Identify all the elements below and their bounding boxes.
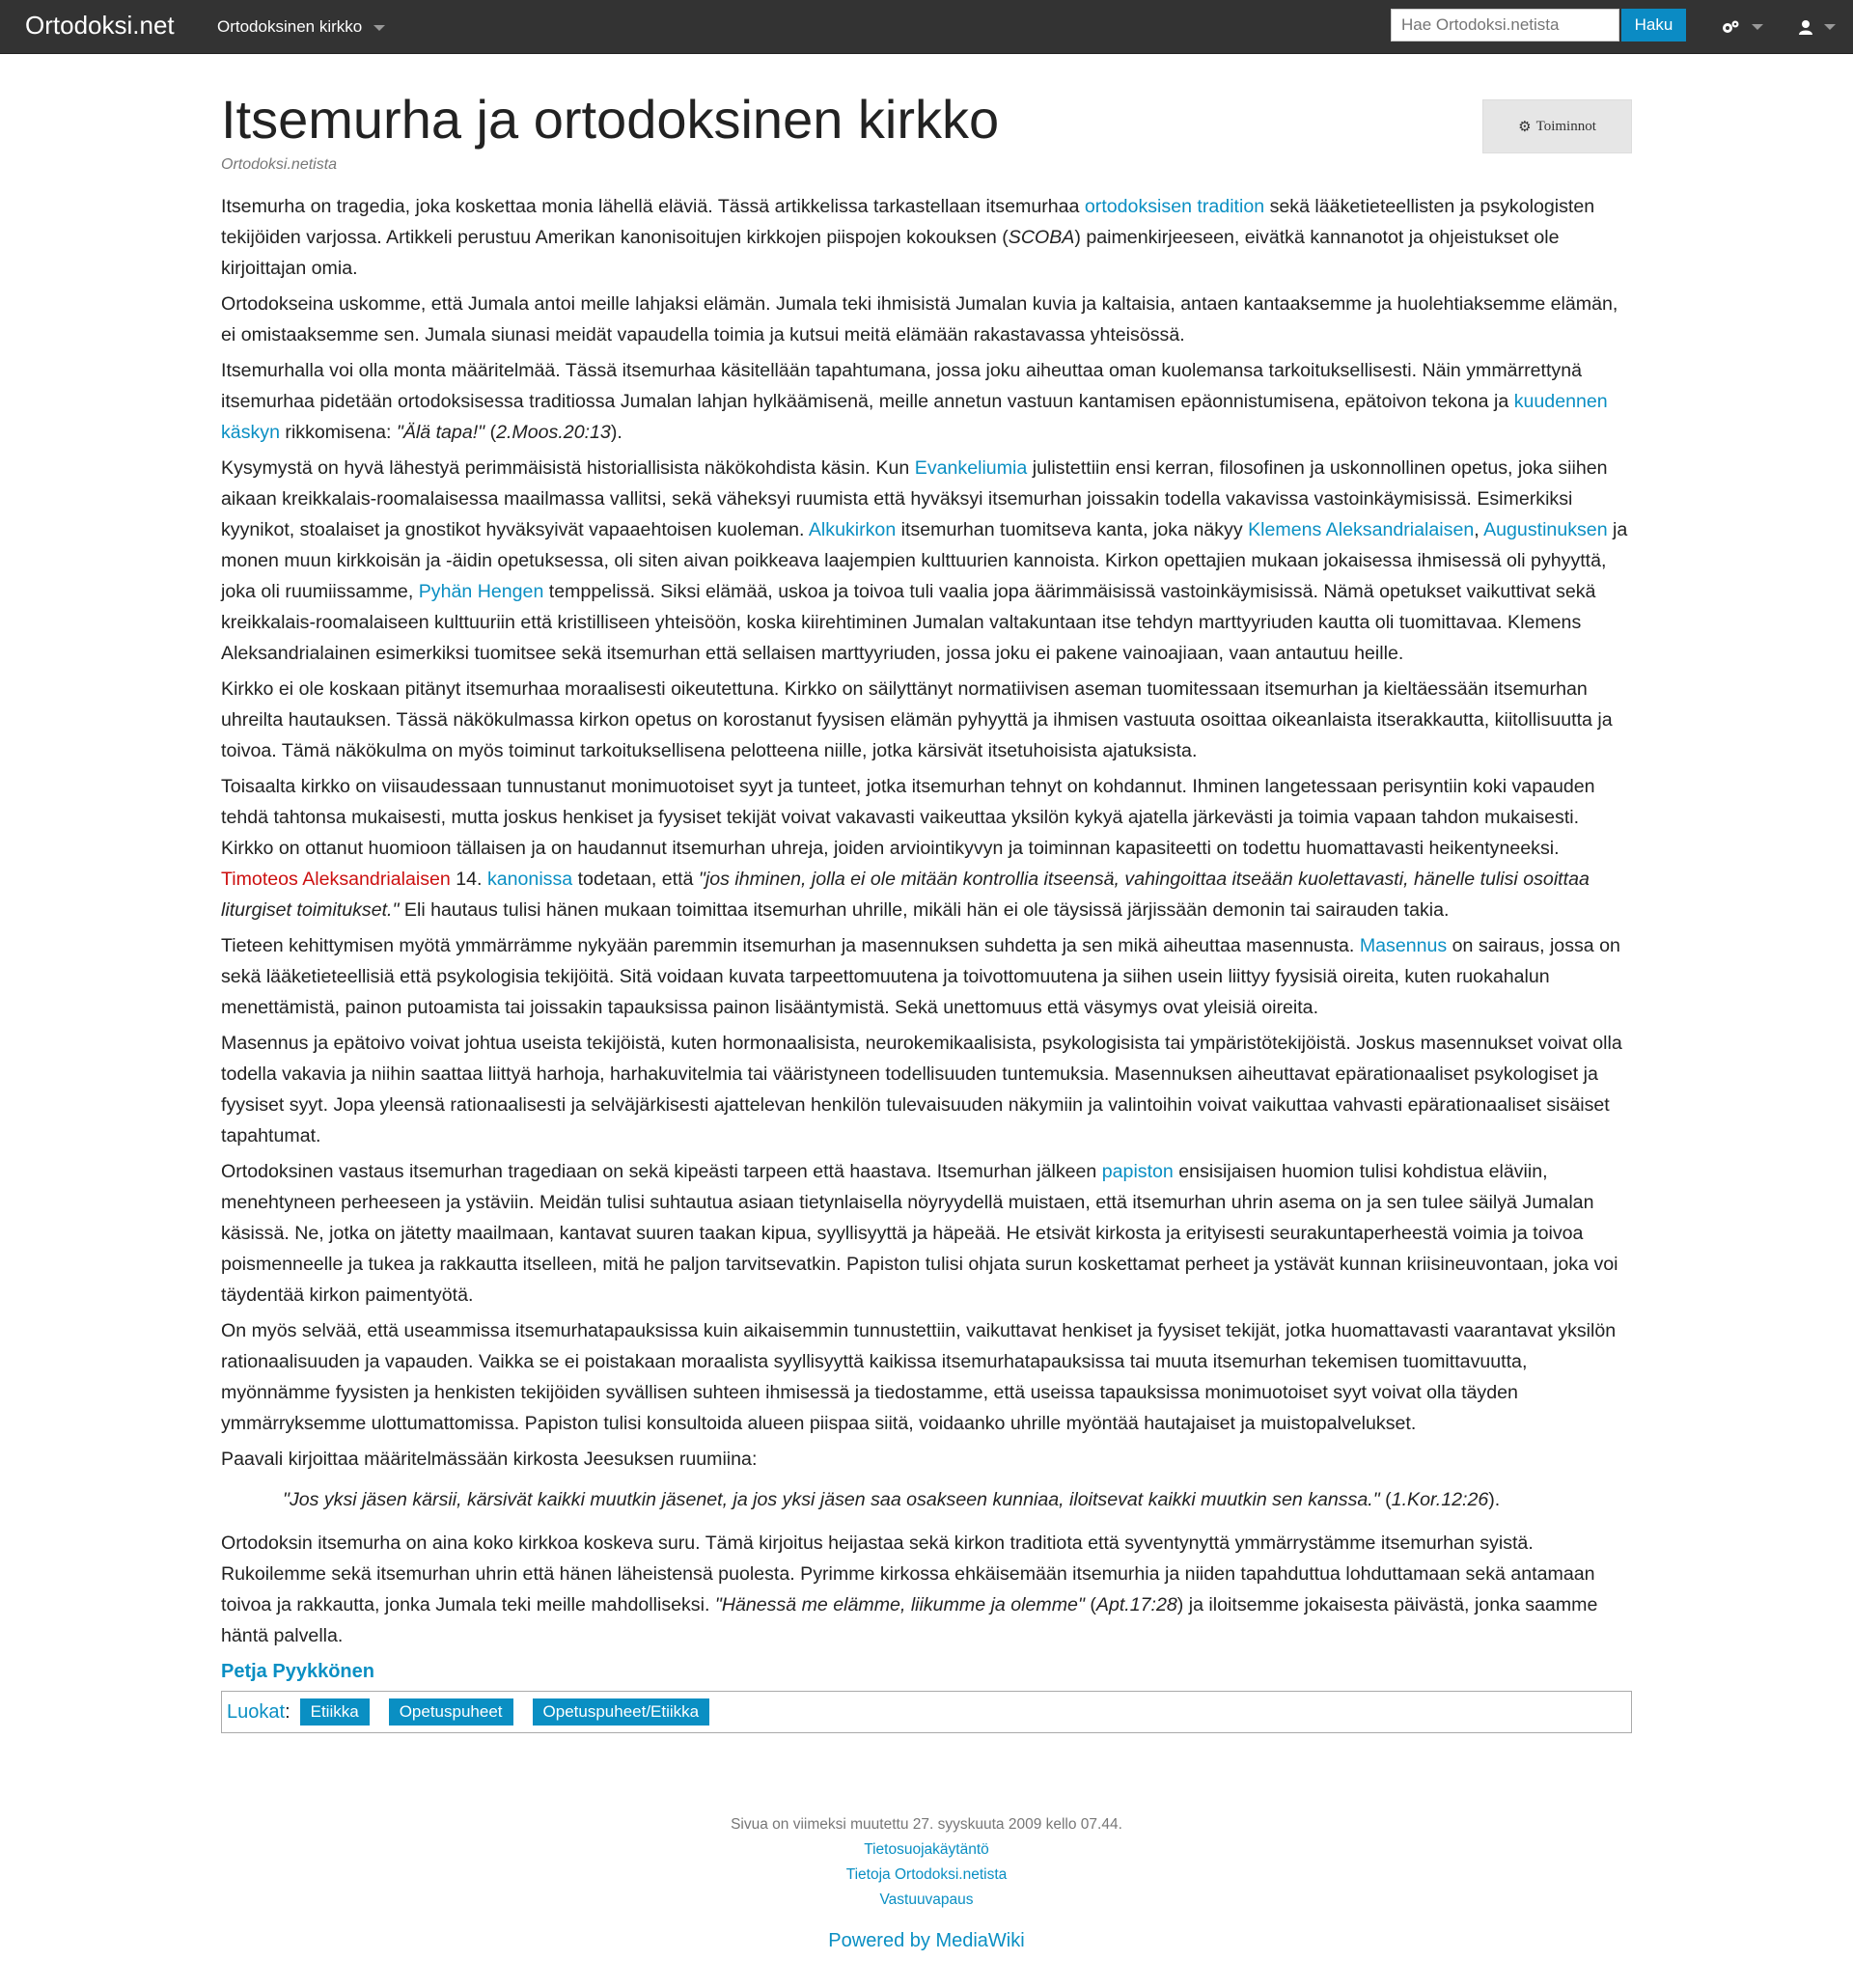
category-tag-etiikka[interactable]: Etiikka xyxy=(300,1698,370,1726)
paragraph: On myös selvää, että useammissa itsemurhatapauksissa kuin aikaisemmin tunnustettiin, vaikuttavat henkiset ja fyysiset tekijät, jotka huomattavasti vaarantavat yksilön rationaalisuuden ja vapauden. Vaikka se ei poistakaan moraalista syyllisyyttä kaikissa itsemurhatapauksissa tai muuta itsemurhan tekemisen tuomittavuutta, myönnämme fyysisten ja henkisten tekijöiden syvällisen suhteen ihmisessä ja tiedostamme, että useissa tapauksissa monimuotoiset syyt voivat olla täyden ymmärryksemme ulottumattomissa. Papiston tulisi konsultoida alueen piispaa siitä, voidaanko uhrille myöntää hautajaiset ja muistopalvelukset. xyxy=(221,1320,1617,1434)
link-timoteos-aleksandrialaisen[interactable]: Timoteos Aleksandrialaisen xyxy=(221,869,451,890)
footer-link-about[interactable]: Tietoja Ortodoksi.netista xyxy=(845,1866,1008,1883)
footer-link-disclaimer[interactable]: Vastuuvapaus xyxy=(879,1891,974,1908)
top-navbar xyxy=(0,0,1853,54)
menu-label: Ortodoksinen kirkko xyxy=(217,17,363,36)
paragraph: Kirkko ei ole koskaan pitänyt itsemurhaa moraalisesti oikeutettuna. Kirkko on säilyttänyt normatiivisen aseman tuomitessaan itsemurhan ja kieltäessään itsemurhan uhreilta hautauksen. Tässä näkökulmassa kirkon opetus on korostanut fyysisen elämän pyhyyttä ja ihmisen vastuuta osoittaa oikeanlaista itserakkautta, kiitollisuutta ja toivoa. Tämä näkökulma on myös toiminut tarkoituksellisena pelotteena niille, jotka kärsivät itsetuhoisista ajatuksista. xyxy=(221,678,1613,761)
chevron-down-icon xyxy=(373,25,385,31)
paragraph: Paavali kirjoittaa määritelmässään kirkosta Jeesuksen ruumiina: xyxy=(221,1449,758,1470)
link-klemens-aleksandrialaisen[interactable]: Klemens Aleksandrialaisen xyxy=(1248,519,1475,540)
search-button[interactable]: Haku xyxy=(1621,9,1686,41)
link-kanonissa[interactable]: kanonissa xyxy=(486,869,573,890)
search-input[interactable] xyxy=(1391,9,1619,41)
footer-link-privacy[interactable]: Tietosuojakäytäntö xyxy=(864,1841,989,1858)
category-box xyxy=(221,1691,1632,1733)
gear-icon: ⚙ xyxy=(1518,119,1532,135)
article-body xyxy=(221,191,1632,1733)
page-title: Itsemurha ja ortodoksinen kirkko xyxy=(221,89,1000,150)
paragraph: Ortodoksinen vastaus itsemurhan tragediaan on sekä kipeästi tarpeen että haastava. Itsemurhan jälkeen papiston ensisijaisen huomion tulisi kohdistua eläviin, menehtyneen perheeseen ja ystäviin. Meidän tulisi suhtautua asiaan tietynlaisella nöyryydellä muistaen, että itsemurhan uhrin asema on ja sen tulee säilyä Jumalan käsissä. Ne, jotka on jätetty maailmaan, kantavat suuren taakan kipua, syyllisyyttä ja häpeää. He etsivät kirkosta ja erityisesti seurakuntaperheestä voimia ja toivoa poismenneelle ja tukea ja rakkautta itselleen, mitä he paljon tarvitsevatkin. Papiston tulisi ohjata surun koskettamat perheet ja ystävät kunnan kriisineuvontaan, joka voi täydentää kirkon paimentyötä. xyxy=(221,1161,1618,1306)
paragraph: Kysymystä on hyvä lähestyä perimmäisistä historiallisista näkökohdista käsin. Kun Evankeliumia julistettiin ensi kerran, filosofinen ja uskonnollinen opetus, joka siihen aikaan kreikkalais-roomalaisessa maailmassa vallitsi, sekä väheksyi ruumista että hyväksyi itsemurhan joissakin todella vakavissa vastoinkäymisissä. Esimerkiksi kyynikot, stoalaiset ja gnostikot hyväksyivät vapaaehtoisen kuoleman. Alkukirkon itsemurhan tuomitseva kanta, joka näkyy Klemens Aleksandrialaisen, Augustinuksen ja monen muun kirkkoisän ja -äidin opetuksessa, oli siten aivan poikkeava laajempien kulttuurien kannoista. Kirkon opettajien mukaan jokaisessa ihmisessä oli pyhyyttä, joka oli ruumiissamme, Pyhän Hengen temppelissä. Siksi elämää, uskoa ja toivoa tuli vaalia jopa äärimmäisissä vastoinkäymisissä. Nämä opetukset vaikuttivat sekä kreikkalais-roomalaiseen kulttuuriin että kristilliseen yhteisöön, koska kiirehtiminen Jumalan valtakuntaan itse tehdyn marttyyriuden kautta oli tuomittavaa. Klemens Aleksandrialainen esimerkiksi tuomitsee sekä itsemurhan että sellaisen marttyyriuden, jossa joku ei pakene vainoajiaan, vaan antautuu heille. xyxy=(221,457,1628,664)
link-evankeliumia[interactable]: Evankeliumia xyxy=(914,457,1028,479)
paragraph: Ortodokseina uskomme, että Jumala antoi meille lahjaksi elämän. Jumala teki ihmisistä Jumalan kuvia ja kaltaisia, antaen kantaaksemme ja huolehtiaksemme elämän, ei omistaaksemme sen. Jumala siunasi meidät vapaudella toimia ja kutsui meitä elämään rakastavassa yhteisössä. xyxy=(221,293,1618,345)
paragraph: Toisaalta kirkko on viisaudessaan tunnustanut monimuotoiset syyt ja tunteet, jotka itsemurhan tehnyt on kohdannut. Ihminen langetessaan perisyntiin koki vapauden tehdä tahtonsa mukaisesti, mutta joskus henkiset ja fyysiset tekijät voivat vakavasti vaikeuttaa yksilön kykyä ajatella järkevästi ja toimia vapaan tahdon mukaisesti. Kirkko on ottanut huomioon tällaisen ja on haudannut itsemurhan uhreja, joiden arviointikyvyn ja toiminnan kapasiteetti on todettu huomattavasti heikentyneeksi. Timoteos Aleksandrialaisen 14. kanonissa todetaan, että "jos ihminen, jolla ei ole mitään kontrollia itseensä, vahingoittaa itseään kuolettavasti, hänelle tulisi osoittaa liturgiset toimitukset." Eli hautaus tulisi hänen mukaan toimittaa itsemurhan uhrille, mikäli hän ei ole täysissä järjissään demonin tai sairauden takia. xyxy=(221,776,1595,921)
link-augustinuksen[interactable]: Augustinuksen xyxy=(1483,519,1608,540)
link-alkukirkon[interactable]: Alkukirkon xyxy=(808,519,897,540)
site-tagline: Ortodoksi.netista xyxy=(221,156,338,173)
user-icon xyxy=(1799,19,1812,35)
site-brand-link[interactable]: Ortodoksi.net xyxy=(25,11,175,40)
categories-link[interactable]: Luokat xyxy=(227,1701,286,1723)
category-tag-opetuspuheet[interactable]: Opetuspuheet xyxy=(389,1698,513,1726)
link-pyhan-hengen[interactable]: Pyhän Hengen xyxy=(418,581,544,602)
ortodoksinen-kirkko-menu[interactable] xyxy=(217,17,385,37)
gears-icon xyxy=(1721,19,1740,35)
link-kuudennen-kaskyn[interactable]: kuudennen käskyn xyxy=(221,391,1608,443)
link-ortodoksisen-tradition[interactable]: ortodoksisen tradition xyxy=(1084,196,1265,217)
actions-label: Toiminnot xyxy=(1535,118,1596,134)
paragraph: Itsemurha on tragedia, joka koskettaa monia lähellä eläviä. Tässä artikkelissa tarkastellaan itsemurhaa ortodoksisen tradition sekä lääketieteellisten ja psykologisten tekijöiden varjossa. Artikkeli perustuu Amerikan kanonisoitujen kirkkojen piispojen kokouksen (SCOBA) paimenkirjeeseen, eivätkä kannanotot ja ohjeistukset ole kirjoittajan omia. xyxy=(221,196,1595,279)
bible-quote: "Jos yksi jäsen kärsii, kärsivät kaikki muutkin jäsenet, ja jos yksi jäsen saa osakseen kunniaa, iloitsevat kaikki muutkin sen kanssa." (1.Kor.12:26). xyxy=(283,1489,1501,1510)
paragraph: Masennus ja epätoivo voivat johtua useista tekijöistä, kuten hormonaalisista, neurokemikaalisista, psykologisista tai ympäristötekijöistä. Joskus masennukset voivat olla todella vakavia ja niihin saattaa liittyä harhoja, harhakuvitelmia tai vääristyneen todellisuuden tuntemuksia. Masennuksen aiheuttavat epärationaaliset psykologiset ja fyysiset syyt. Jopa yleensä rationaalisesti ja selväjärkisesti ajattelevan henkilön tulevaisuuden näkymiin ja valintoihin voivat vaikuttaa vahvasti epärationaaliset sisäiset tapahtumat. xyxy=(221,1033,1622,1146)
author-link[interactable]: Petja Pyykkönen xyxy=(221,1661,374,1682)
chevron-down-icon xyxy=(1752,24,1763,30)
paragraph: Itsemurhalla voi olla monta määritelmää. Tässä itsemurhaa käsitellään tapahtumana, jossa joku aiheuttaa oman kuolemansa tarkoituksellisesti. Näin ymmärrettynä itsemurhaa pidetään ortodoksisessa traditiossa Jumalan lahjan hylkäämisenä, meille annetun vastuun kantamisen epäonnistumisena, epätoivon tekona ja kuudennen käskyn rikkomisena: "Älä tapa!" (2.Moos.20:13). xyxy=(221,360,1608,443)
paragraph: Tieteen kehittymisen myötä ymmärrämme nykyään paremmin itsemurhan ja masennuksen suhdetta ja sen mikä aiheuttaa masennusta. Masennus on sairaus, jossa on sekä lääketieteellisiä että psykologisia tekijöitä. Sitä voidaan kuvata tarpeettomuutena ja toivottomuutena ja siihen usein liittyy fyysisiä oireita, kuten ruokahalun menettämistä, painon putoamista tai joissakin tapauksissa painon lisääntymistä. Sekä unettomuus että väsymys ovat yleisiä oireita. xyxy=(221,935,1620,1018)
powered-by-mediawiki-link[interactable]: Powered by MediaWiki xyxy=(828,1930,1025,1951)
paragraph: Ortodoksin itsemurha on aina koko kirkkoa koskeva suru. Tämä kirjoitus heijastaa sekä kirkon traditiota että syventynyttä ymmärrystämme itsemurhan syistä. Rukoilemme sekä itsemurhan uhrin että hänen läheistensä puolesta. Pyrimme kirkossa ehkäisemään itsemurhia ja niiden tapahduttua lohduttamaan sekä antamaan toivoa ja rakkautta, jonka Jumala teki meille mahdolliseksi. "Hänessä me elämme, liikumme ja olemme" (Apt.17:28) ja iloitsemme jokaisesta päivästä, jonka saamme häntä palvella. xyxy=(221,1532,1598,1646)
tools-menu[interactable] xyxy=(1721,16,1763,36)
last-modified-text: Sivua on viimeksi muutettu 27. syyskuuta 2009 kello 07.44. xyxy=(731,1816,1122,1833)
actions-button[interactable] xyxy=(1482,99,1632,153)
page-footer xyxy=(0,1812,1853,1952)
chevron-down-icon xyxy=(1824,24,1836,30)
categories-colon: : xyxy=(285,1701,290,1723)
link-masennus[interactable]: Masennus xyxy=(1359,935,1448,956)
category-tag-opetuspuheet-etiikka[interactable]: Opetuspuheet/Etiikka xyxy=(533,1698,710,1726)
link-papiston[interactable]: papiston xyxy=(1101,1161,1174,1182)
user-menu[interactable] xyxy=(1799,16,1836,36)
